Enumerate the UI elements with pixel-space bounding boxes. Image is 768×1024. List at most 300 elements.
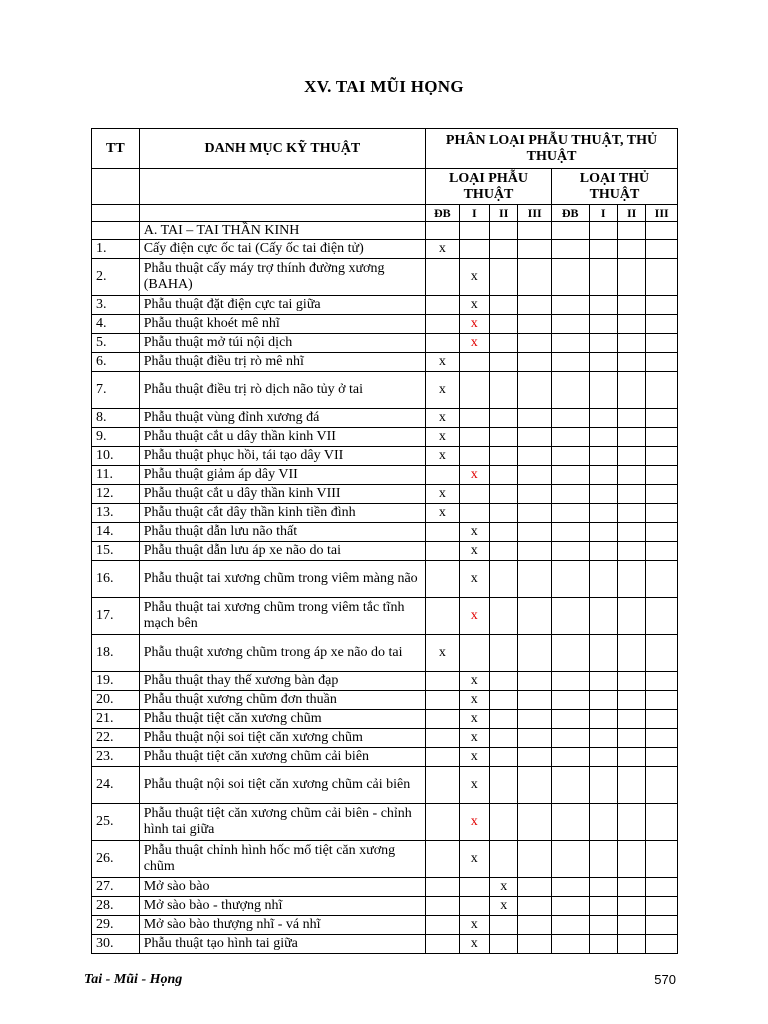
classification-cell: [617, 296, 645, 315]
classification-cell: [426, 672, 460, 691]
classification-cell: [646, 485, 678, 504]
classification-cell: [646, 748, 678, 767]
classification-cell: [589, 259, 617, 296]
classification-cell: [589, 334, 617, 353]
classification-cell: [617, 710, 645, 729]
classification-cell: [426, 523, 460, 542]
procedure-name: Phẫu thuật dẫn lưu não thất: [139, 523, 425, 542]
classification-cell: [551, 240, 589, 259]
classification-cell: [518, 729, 552, 748]
classification-cell: [426, 296, 460, 315]
classification-cell: [459, 485, 489, 504]
classification-cell: [617, 259, 645, 296]
classification-cell: [459, 353, 489, 372]
classification-cell: [589, 804, 617, 841]
procedure-name: Phẫu thuật điều trị rò dịch não tủy ở tai: [139, 372, 425, 409]
classification-cell: [617, 485, 645, 504]
row-number: 18.: [92, 635, 140, 672]
classification-cell: [459, 447, 489, 466]
classification-cell: [617, 523, 645, 542]
classification-cell: [646, 504, 678, 523]
classification-cell: [459, 878, 489, 897]
classification-cell: [459, 504, 489, 523]
classification-cell: [426, 897, 460, 916]
classification-cell: [518, 447, 552, 466]
classification-cell: [490, 672, 518, 691]
classification-cell: [426, 466, 460, 485]
classification-mark: x: [459, 315, 489, 334]
table-row: [92, 409, 678, 428]
classification-cell: [646, 710, 678, 729]
table-row: [92, 916, 678, 935]
classification-mark: x: [426, 485, 460, 504]
classification-cell: [646, 729, 678, 748]
classification-mark: x: [459, 561, 489, 598]
classification-cell: [646, 259, 678, 296]
procedure-name: Phẫu thuật phục hồi, tái tạo dây VII: [139, 447, 425, 466]
classification-cell: [551, 542, 589, 561]
classification-cell: [551, 447, 589, 466]
footer-section-name: Tai - Mũi - Họng: [84, 972, 183, 987]
header-col-pt-i: I: [459, 205, 489, 222]
section-title: A. TAI – TAI THẦN KINH: [139, 222, 425, 240]
header-col-tt-db: ĐB: [551, 205, 589, 222]
table-row: [92, 691, 678, 710]
classification-mark: x: [459, 916, 489, 935]
classification-mark: x: [459, 542, 489, 561]
classification-cell: [426, 259, 460, 296]
procedure-name: Phẫu thuật tiệt căn xương chũm cải biên - chỉnh hình tai giữa: [139, 804, 425, 841]
classification-cell: [646, 409, 678, 428]
classification-cell: [490, 635, 518, 672]
classification-cell: [589, 466, 617, 485]
classification-cell: [589, 409, 617, 428]
classification-cell: [551, 523, 589, 542]
classification-cell: [617, 916, 645, 935]
classification-cell: [646, 635, 678, 672]
row-number: 22.: [92, 729, 140, 748]
classification-cell: [551, 672, 589, 691]
classification-mark: x: [459, 935, 489, 954]
procedure-name: Mở sào bào thượng nhĩ - vá nhĩ: [139, 916, 425, 935]
classification-cell: [646, 935, 678, 954]
classification-cell: [518, 635, 552, 672]
table-row: [92, 878, 678, 897]
procedure-name: Mở sào bào: [139, 878, 425, 897]
classification-cell: [426, 935, 460, 954]
classification-cell: [646, 466, 678, 485]
procedure-name: Phẫu thuật khoét mê nhĩ: [139, 315, 425, 334]
classification-cell: [617, 729, 645, 748]
procedure-name: Phẫu thuật nội soi tiệt căn xương chũm: [139, 729, 425, 748]
classification-cell: [551, 635, 589, 672]
classification-cell: [518, 598, 552, 635]
table-row: [92, 240, 678, 259]
classification-cell: [518, 372, 552, 409]
row-number: 2.: [92, 259, 140, 296]
classification-cell: [646, 804, 678, 841]
header-loai-phau-thuat: LOẠI PHẪU THUẬT: [426, 169, 552, 205]
procedure-name: Phẫu thuật cắt u dây thần kinh VII: [139, 428, 425, 447]
classification-cell: [646, 334, 678, 353]
classification-cell: [518, 428, 552, 447]
classification-cell: [646, 353, 678, 372]
classification-cell: [551, 748, 589, 767]
classification-cell: [589, 561, 617, 598]
classification-cell: [490, 598, 518, 635]
classification-cell: [426, 691, 460, 710]
table-row: [92, 897, 678, 916]
classification-mark: x: [490, 878, 518, 897]
classification-cell: [459, 409, 489, 428]
row-number: 29.: [92, 916, 140, 935]
classification-cell: [490, 561, 518, 598]
table-row: [92, 428, 678, 447]
row-number: 3.: [92, 296, 140, 315]
classification-cell: [551, 916, 589, 935]
classification-mark: x: [426, 428, 460, 447]
classification-cell: [617, 635, 645, 672]
classification-cell: [518, 916, 552, 935]
classification-cell: [490, 767, 518, 804]
header-danh-muc: DANH MỤC KỸ THUẬT: [139, 129, 425, 169]
row-number: 23.: [92, 748, 140, 767]
classification-cell: [646, 878, 678, 897]
row-number: 19.: [92, 672, 140, 691]
classification-cell: [589, 240, 617, 259]
classification-cell: [490, 523, 518, 542]
table-row: [92, 598, 678, 635]
classification-cell: [518, 878, 552, 897]
table-row: [92, 561, 678, 598]
classification-mark: x: [426, 447, 460, 466]
classification-cell: [551, 878, 589, 897]
header-blank: [139, 205, 425, 222]
classification-cell: [551, 841, 589, 878]
classification-cell: [518, 296, 552, 315]
header-col-pt-db: ĐB: [426, 205, 460, 222]
classification-cell: [589, 729, 617, 748]
page-title: XV. TAI MŨI HỌNG: [304, 77, 464, 96]
table-row: [92, 729, 678, 748]
classification-cell: [490, 466, 518, 485]
classification-cell: [551, 710, 589, 729]
classification-cell: [617, 372, 645, 409]
table-row: [92, 372, 678, 409]
classification-cell: [426, 542, 460, 561]
classification-cell: [490, 353, 518, 372]
classification-cell: [589, 353, 617, 372]
classification-cell: [426, 748, 460, 767]
row-number: 27.: [92, 878, 140, 897]
classification-mark: x: [426, 409, 460, 428]
classification-cell: [617, 935, 645, 954]
classification-cell: [646, 296, 678, 315]
classification-cell: [518, 240, 552, 259]
procedure-name: Phẫu thuật tiệt căn xương chũm cải biên: [139, 748, 425, 767]
classification-cell: [518, 710, 552, 729]
classification-cell: [646, 767, 678, 804]
classification-cell: [646, 372, 678, 409]
classification-cell: [589, 767, 617, 804]
classification-mark: x: [459, 767, 489, 804]
classification-cell: [617, 409, 645, 428]
classification-cell: [617, 748, 645, 767]
procedure-name: Phẫu thuật tai xương chũm trong viêm tắc tĩnh mạch bên: [139, 598, 425, 635]
classification-cell: [518, 259, 552, 296]
section-row: [92, 222, 678, 240]
classification-cell: [518, 691, 552, 710]
classification-cell: [551, 767, 589, 804]
classification-cell: [551, 691, 589, 710]
classification-cell: [617, 561, 645, 598]
classification-cell: [490, 542, 518, 561]
classification-cell: [551, 296, 589, 315]
classification-cell: [589, 485, 617, 504]
table-row: [92, 841, 678, 878]
classification-cell: [426, 804, 460, 841]
classification-cell: [551, 334, 589, 353]
procedure-name: Phẫu thuật tai xương chũm trong viêm màng não: [139, 561, 425, 598]
procedure-name: Phẫu thuật đặt điện cực tai giữa: [139, 296, 425, 315]
classification-cell: [589, 428, 617, 447]
classification-cell: [490, 710, 518, 729]
classification-cell: [617, 598, 645, 635]
header-col-pt-ii: II: [490, 205, 518, 222]
procedure-name: Phẫu thuật giảm áp dây VII: [139, 466, 425, 485]
classification-cell: [518, 935, 552, 954]
classification-cell: [490, 334, 518, 353]
table-row: [92, 353, 678, 372]
classification-cell: [490, 841, 518, 878]
classification-mark: x: [459, 691, 489, 710]
header-blank: [139, 169, 425, 205]
procedure-name: Phẫu thuật cấy máy trợ thính đường xương (BAHA): [139, 259, 425, 296]
classification-cell: [589, 635, 617, 672]
classification-cell: [518, 523, 552, 542]
classification-cell: [551, 504, 589, 523]
row-number: 14.: [92, 523, 140, 542]
procedure-name: Cấy điện cực ốc tai (Cấy ốc tai điện tử): [139, 240, 425, 259]
classification-mark: x: [459, 710, 489, 729]
footer-page-number: 570: [654, 972, 676, 987]
classification-mark: x: [459, 466, 489, 485]
classification-cell: [589, 447, 617, 466]
classification-cell: [646, 240, 678, 259]
classification-cell: [490, 804, 518, 841]
table-row: [92, 542, 678, 561]
classification-cell: [551, 409, 589, 428]
classification-cell: [589, 504, 617, 523]
classification-cell: [646, 428, 678, 447]
procedure-name: Phẫu thuật tiệt căn xương chũm: [139, 710, 425, 729]
procedure-name: Phẫu thuật vùng đỉnh xương đá: [139, 409, 425, 428]
table-row: [92, 259, 678, 296]
classification-cell: [459, 240, 489, 259]
classification-cell: [617, 767, 645, 804]
table-row: [92, 804, 678, 841]
table-row: [92, 296, 678, 315]
row-number: 11.: [92, 466, 140, 485]
header-col-tt-i: I: [589, 205, 617, 222]
classification-cell: [617, 691, 645, 710]
classification-cell: [551, 935, 589, 954]
classification-cell: [551, 259, 589, 296]
classification-cell: [617, 315, 645, 334]
classification-cell: [490, 315, 518, 334]
classification-cell: [617, 447, 645, 466]
classification-cell: [646, 672, 678, 691]
table-row: [92, 334, 678, 353]
classification-mark: x: [459, 296, 489, 315]
classification-mark: x: [459, 598, 489, 635]
classification-cell: [589, 672, 617, 691]
table-row: [92, 523, 678, 542]
classification-cell: [490, 729, 518, 748]
row-number: 21.: [92, 710, 140, 729]
classification-cell: [589, 598, 617, 635]
classification-cell: [490, 428, 518, 447]
classification-cell: [518, 672, 552, 691]
row-number: 5.: [92, 334, 140, 353]
classification-cell: [617, 504, 645, 523]
procedure-table: [91, 128, 678, 954]
classification-cell: [426, 315, 460, 334]
classification-cell: [646, 916, 678, 935]
classification-cell: [551, 372, 589, 409]
classification-cell: [589, 542, 617, 561]
classification-cell: [490, 259, 518, 296]
table-row: [92, 447, 678, 466]
classification-cell: [551, 598, 589, 635]
row-number: 20.: [92, 691, 140, 710]
classification-cell: [617, 804, 645, 841]
classification-cell: [589, 841, 617, 878]
classification-cell: [551, 485, 589, 504]
row-number: 1.: [92, 240, 140, 259]
classification-cell: [426, 878, 460, 897]
classification-cell: [589, 315, 617, 334]
classification-cell: [426, 767, 460, 804]
classification-cell: [518, 315, 552, 334]
classification-mark: x: [459, 748, 489, 767]
classification-cell: [459, 897, 489, 916]
table-row: [92, 710, 678, 729]
row-number: 9.: [92, 428, 140, 447]
classification-cell: [426, 729, 460, 748]
classification-cell: [551, 353, 589, 372]
table-row: [92, 635, 678, 672]
classification-cell: [518, 897, 552, 916]
header-col-tt-ii: II: [617, 205, 645, 222]
procedure-name: Phẫu thuật điều trị rò mê nhĩ: [139, 353, 425, 372]
classification-mark: x: [459, 672, 489, 691]
classification-cell: [490, 504, 518, 523]
classification-cell: [551, 315, 589, 334]
procedure-name: Phẫu thuật cắt u dây thần kinh VIII: [139, 485, 425, 504]
classification-cell: [617, 841, 645, 878]
classification-mark: x: [490, 897, 518, 916]
classification-cell: [490, 372, 518, 409]
row-number: 24.: [92, 767, 140, 804]
classification-cell: [589, 691, 617, 710]
classification-cell: [551, 466, 589, 485]
row-number: 16.: [92, 561, 140, 598]
table-row: [92, 466, 678, 485]
classification-cell: [646, 691, 678, 710]
classification-cell: [518, 334, 552, 353]
classification-cell: [426, 916, 460, 935]
procedure-name: Phẫu thuật chỉnh hình hốc mổ tiệt căn xương chũm: [139, 841, 425, 878]
table-row: [92, 935, 678, 954]
classification-mark: x: [459, 334, 489, 353]
classification-mark: x: [459, 259, 489, 296]
classification-cell: [490, 485, 518, 504]
table-row: [92, 767, 678, 804]
classification-cell: [589, 296, 617, 315]
header-blank: [92, 169, 140, 205]
classification-cell: [426, 710, 460, 729]
classification-cell: [551, 897, 589, 916]
row-number: 7.: [92, 372, 140, 409]
classification-mark: x: [459, 841, 489, 878]
classification-cell: [551, 428, 589, 447]
classification-cell: [518, 767, 552, 804]
procedure-name: Mở sào bào - thượng nhĩ: [139, 897, 425, 916]
classification-cell: [646, 841, 678, 878]
procedure-name: Phẫu thuật thay thế xương bàn đạp: [139, 672, 425, 691]
section-tt: [92, 222, 140, 240]
classification-cell: [589, 748, 617, 767]
header-phan-loai: PHÂN LOẠI PHẪU THUẬT, THỦ THUẬT: [426, 129, 678, 169]
classification-cell: [518, 466, 552, 485]
row-number: 12.: [92, 485, 140, 504]
row-number: 4.: [92, 315, 140, 334]
classification-cell: [518, 409, 552, 428]
classification-cell: [589, 897, 617, 916]
classification-cell: [646, 598, 678, 635]
classification-cell: [646, 447, 678, 466]
classification-cell: [589, 710, 617, 729]
classification-cell: [617, 672, 645, 691]
classification-cell: [490, 409, 518, 428]
row-number: 6.: [92, 353, 140, 372]
classification-cell: [426, 561, 460, 598]
header-loai-thu-thuat: LOẠI THỦ THUẬT: [551, 169, 677, 205]
classification-cell: [490, 748, 518, 767]
classification-cell: [589, 935, 617, 954]
classification-cell: [459, 372, 489, 409]
classification-cell: [589, 372, 617, 409]
classification-cell: [589, 878, 617, 897]
classification-cell: [617, 334, 645, 353]
header-blank: [92, 205, 140, 222]
row-number: 30.: [92, 935, 140, 954]
table-row: [92, 748, 678, 767]
classification-mark: x: [426, 372, 460, 409]
classification-cell: [518, 841, 552, 878]
procedure-name: Phẫu thuật nội soi tiệt căn xương chũm cải biên: [139, 767, 425, 804]
classification-cell: [490, 296, 518, 315]
classification-cell: [490, 691, 518, 710]
classification-mark: x: [426, 353, 460, 372]
classification-cell: [617, 240, 645, 259]
classification-cell: [518, 353, 552, 372]
classification-cell: [459, 428, 489, 447]
procedure-name: Phẫu thuật cắt dây thần kinh tiền đình: [139, 504, 425, 523]
classification-cell: [490, 240, 518, 259]
classification-cell: [426, 598, 460, 635]
